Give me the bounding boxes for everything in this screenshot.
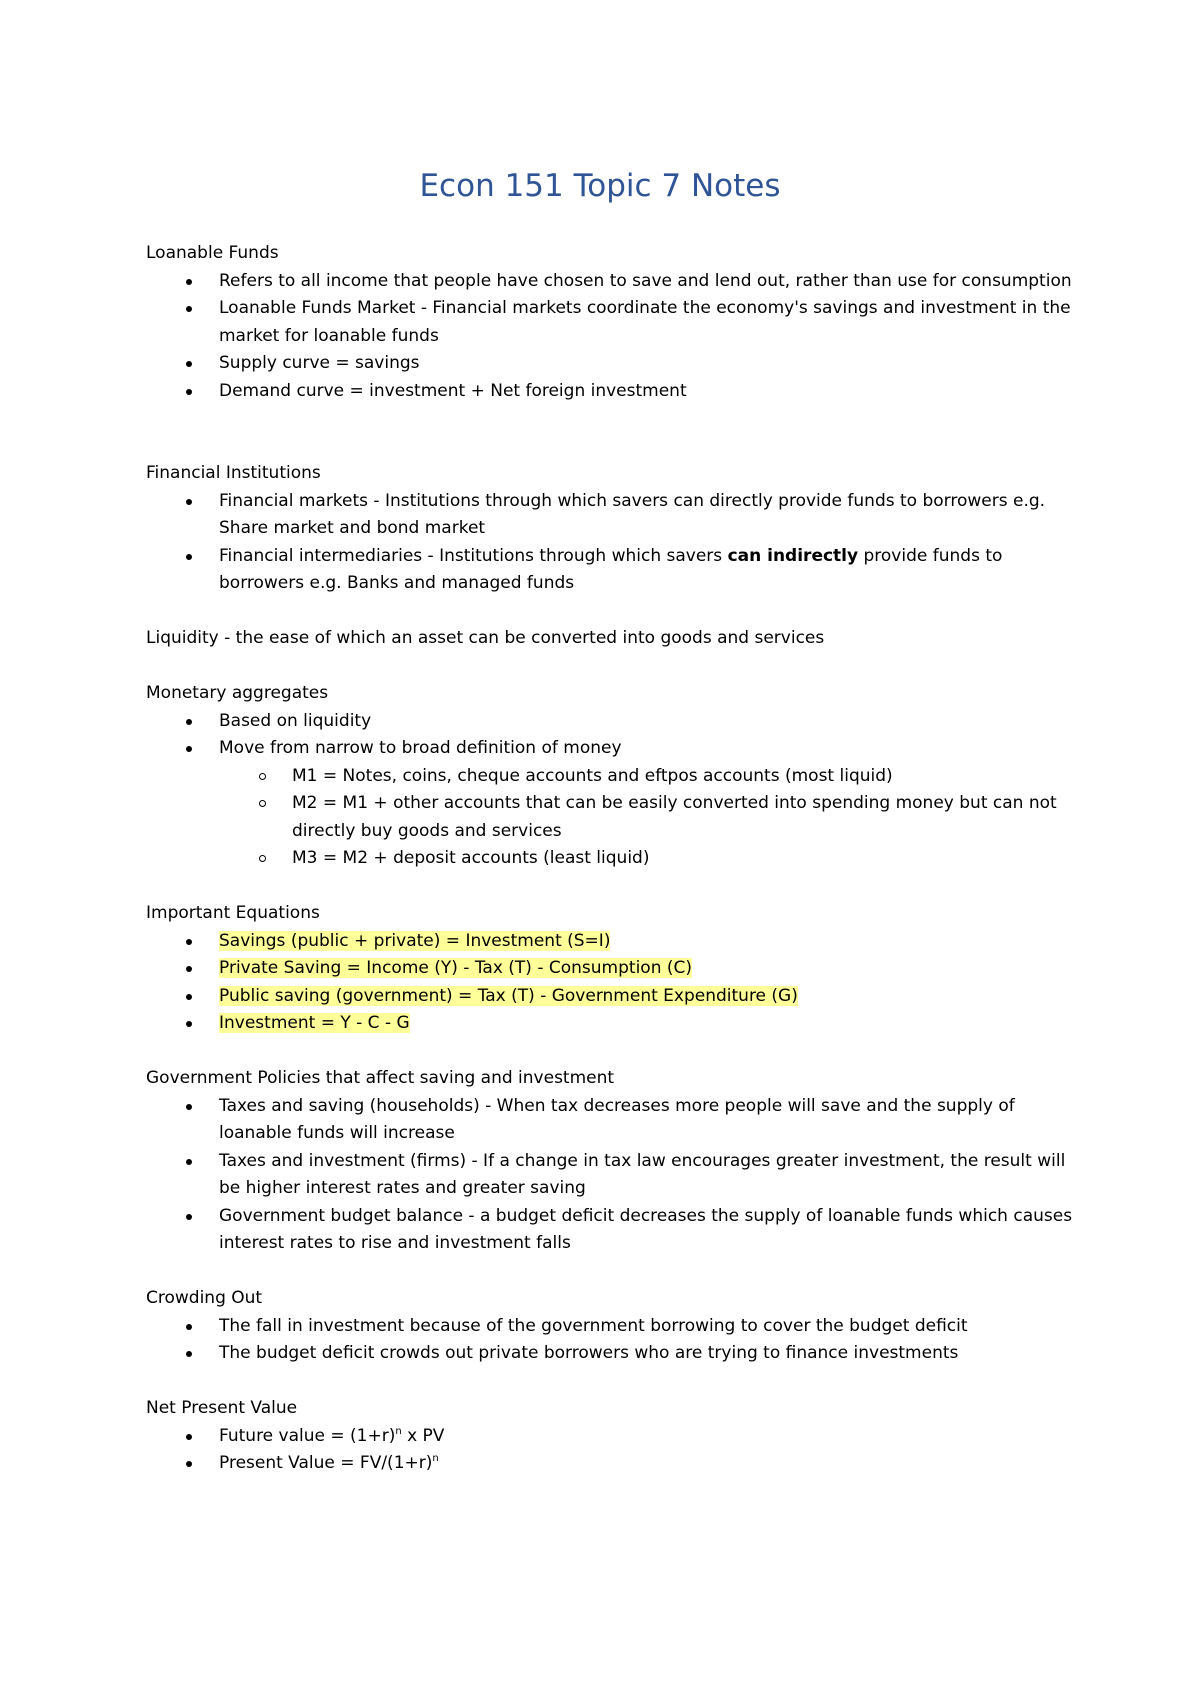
list-item [146,543,1076,598]
government-policies-list [146,1093,1076,1258]
section-heading-financial-institutions: Financial Institutions [146,463,321,483]
list-item: The fall in investment because of the government borrowing to cover the budget deficit [146,1313,1076,1341]
bold-text: can indirectly [727,545,859,566]
highlighted-equation: Investment = Y - C - G [219,1013,410,1033]
list-item: The budget deficit crowds out private borrowers who are trying to finance investments [146,1340,1076,1368]
document-body [146,240,1076,1478]
highlighted-equation: Private Saving = Income (Y) - Tax (T) - Consumption (C) [219,958,693,978]
sub-list-item: M2 = M1 + other accounts that can be easily converted into spending money but can not directly buy goods and services [146,790,1076,845]
sub-list-item: M3 = M2 + deposit accounts (least liquid) [146,845,1076,873]
section-heading-important-equations: Important Equations [146,903,320,923]
list-item: Refers to all income that people have chosen to save and lend out, rather than use for consumption [146,268,1076,296]
section-heading-government-policies: Government Policies that affect saving and investment [146,1068,615,1088]
item-text: Financial intermediaries - Institutions through which savers [219,545,728,566]
list-item [146,1010,1076,1038]
section-heading-net-present-value: Net Present Value [146,1398,298,1418]
item-text: provide funds to borrowers e.g. Banks and managed funds [219,545,1003,593]
crowding-out-list [146,1313,1076,1368]
list-item: Move from narrow to broad definition of money [146,735,1076,763]
highlighted-equation: Savings (public + private) = Investment (S=I) [219,930,611,951]
list-item: Taxes and investment (firms) - If a change in tax law encourages greater investment, the result will be higher interest rates and greater saving [146,1148,1076,1203]
formula-text: Present Value = FV/(1+r) [219,1453,433,1473]
sub-list-item: M1 = Notes, coins, cheque accounts and eftpos accounts (most liquid) [146,763,1076,791]
financial-institutions-list [146,488,1076,598]
list-item: Financial markets - Institutions through which savers can directly provide funds to borrowers e.g. Share market and bond market [146,488,1076,543]
section-heading-monetary-aggregates: Monetary aggregates [146,683,329,703]
section-heading-loanable-funds: Loanable Funds [146,243,279,263]
list-item: Taxes and saving (households) - When tax decreases more people will save and the supply of loanable funds will increase [146,1093,1076,1148]
exponent: n [395,1425,402,1437]
list-item [146,1423,1076,1451]
liquidity-definition: Liquidity - the ease of which an asset can be converted into goods and services [146,628,825,648]
net-present-value-list [146,1423,1076,1478]
list-item [146,928,1076,956]
loanable-funds-list [146,268,1076,406]
section-heading-crowding-out: Crowding Out [146,1288,263,1308]
list-item [146,983,1076,1011]
list-item [146,955,1076,983]
list-item: Based on liquidity [146,708,1076,736]
monetary-aggregates-list [146,708,1076,873]
exponent: n [432,1453,439,1464]
list-item: Demand curve = investment + Net foreign investment [146,378,1076,406]
document-title: Econ 151 Topic 7 Notes [419,168,781,204]
list-item: Loanable Funds Market - Financial markets coordinate the economy's savings and investment in the market for loanable funds [146,295,1076,350]
list-item [146,1450,1076,1478]
list-item: Supply curve = savings [146,350,1076,378]
highlighted-equation: Public saving (government) = Tax (T) - Government Expenditure (G) [219,985,798,1006]
important-equations-list [146,928,1076,1038]
formula-text: x PV [401,1425,445,1446]
list-item: Government budget balance - a budget deficit decreases the supply of loanable funds which causes interest rates to rise and investment falls [146,1203,1076,1258]
formula-text: Future value = (1+r) [219,1425,396,1446]
